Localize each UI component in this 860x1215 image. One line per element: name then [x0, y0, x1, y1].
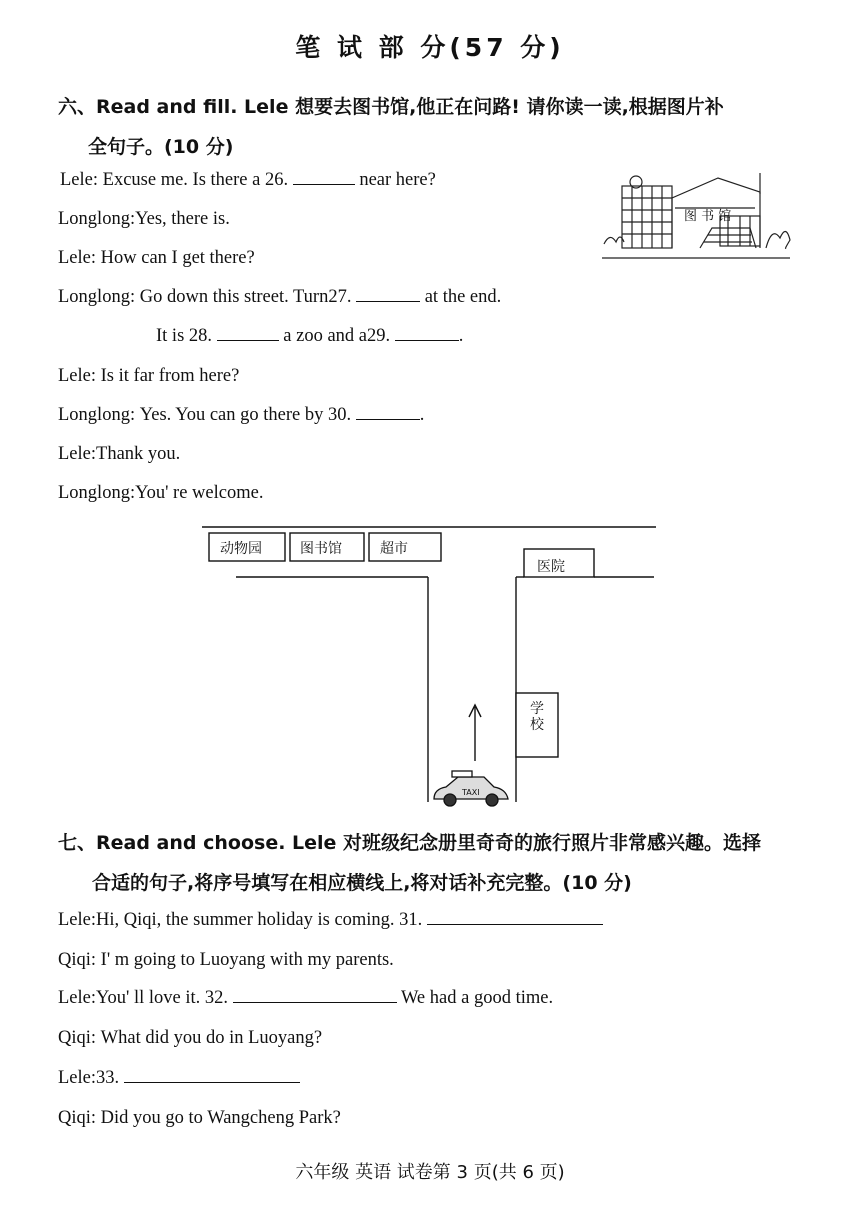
- dialog-text: What did you do in Luoyang?: [100, 1028, 323, 1048]
- answer-blank-32[interactable]: [233, 1001, 397, 1003]
- dialog-text: Yes, there is.: [135, 209, 230, 229]
- taxi-icon: [434, 771, 508, 806]
- dialog-line: Lele:Thank you.: [58, 444, 181, 464]
- dialog-line-30: Longlong: Yes. You can go there by 30. .: [58, 405, 425, 425]
- answer-blank-30[interactable]: [356, 418, 420, 420]
- answer-blank-31[interactable]: [427, 923, 603, 925]
- dialog-line: Qiqi: Did you go to Wangcheng Park?: [58, 1108, 341, 1128]
- speaker: Qiqi: [58, 1028, 91, 1048]
- speaker: Lele: [58, 1068, 91, 1088]
- speaker: Lele: [58, 248, 91, 268]
- dialog-text: We had a good time.: [400, 988, 554, 1008]
- speaker: Longlong: [58, 405, 130, 425]
- answer-blank-33[interactable]: [124, 1081, 300, 1083]
- library-label: 图书馆: [300, 541, 342, 557]
- dialog-line-28-29: [156, 326, 463, 347]
- speaker: Lele: [58, 366, 91, 386]
- dialog-text: Go down this street. Turn27.: [139, 287, 352, 307]
- dialog-text: You' re welcome.: [135, 483, 264, 503]
- library-picture: [600, 168, 800, 263]
- speaker: Lele: [58, 988, 91, 1008]
- dialog-line-33: Lele:33.: [58, 1068, 300, 1089]
- dialog-text: Hi, Qiqi, the summer holiday is coming. 31.: [96, 910, 423, 930]
- supermarket-label: 超市: [380, 541, 408, 557]
- dialog-line: Lele: How can I get there?: [58, 248, 255, 268]
- dialog-line: Qiqi: What did you do in Luoyang?: [58, 1028, 323, 1048]
- speaker: Longlong: [58, 483, 130, 503]
- answer-blank-27[interactable]: [356, 300, 420, 302]
- dialog-text: Is it far from here?: [100, 366, 240, 386]
- dialog-text: I' m going to Luoyang with my parents.: [100, 950, 394, 970]
- dialog-text: .: [458, 326, 464, 346]
- dialog-text: a zoo and a29.: [283, 326, 391, 346]
- dialog-line: Longlong:Yes, there is.: [58, 209, 230, 229]
- dialog-line-26: Lele: Excuse me. Is there a 26. near here?: [60, 170, 436, 190]
- dialog-line-27: Longlong: Go down this street. Turn27. at the end.: [58, 287, 502, 307]
- dialog-line-31: Lele:Hi, Qiqi, the summer holiday is coming. 31.: [58, 910, 603, 931]
- speaker: Qiqi: [58, 1108, 91, 1128]
- dialog-line: Lele: Is it far from here?: [58, 366, 240, 386]
- school-label-2: 校: [530, 717, 544, 733]
- zoo-label: 动物园: [220, 541, 262, 557]
- section-6-heading-cont: 全句子。(10 分): [88, 136, 234, 158]
- dialog-text: It is 28.: [156, 326, 213, 346]
- dialog-line: Qiqi: I' m going to Luoyang with my parents.: [58, 950, 394, 970]
- answer-blank-29[interactable]: [395, 339, 459, 341]
- dialog-text: .: [419, 405, 425, 425]
- dialog-text: How can I get there?: [100, 248, 255, 268]
- answer-blank-26[interactable]: [293, 183, 355, 185]
- arrow-up-icon: [469, 705, 481, 761]
- dialog-text: near here?: [359, 170, 436, 190]
- hospital-label: 医院: [537, 559, 565, 575]
- section-6-heading: 六、Read and fill. Lele 想要去图书馆,他正在问路! 请你读一读,根据图片补: [58, 96, 724, 118]
- dialog-line-32: Lele:You' ll love it. 32. We had a good time.: [58, 988, 554, 1008]
- dialog-text: 33.: [96, 1068, 120, 1088]
- speaker: Longlong: [58, 209, 130, 229]
- speaker: Longlong: [58, 287, 130, 307]
- dialog-text: Yes. You can go there by 30.: [139, 405, 352, 425]
- page-footer: 六年级 英语 试卷第 3 页(共 6 页): [295, 1162, 565, 1183]
- school-label-1: 学: [530, 701, 544, 717]
- street-map: [0, 515, 860, 815]
- dialog-text: at the end.: [424, 287, 502, 307]
- dialog-text: You' ll love it. 32.: [96, 988, 229, 1008]
- speaker: Lele: [58, 444, 91, 464]
- dialog-line: Longlong:You' re welcome.: [58, 483, 264, 503]
- section-7-heading: 七、Read and choose. Lele 对班级纪念册里奇奇的旅行照片非常感兴趣。选择: [58, 832, 762, 854]
- speaker: Lele: [60, 170, 93, 190]
- answer-blank-28[interactable]: [217, 339, 279, 341]
- speaker: Qiqi: [58, 950, 91, 970]
- speaker: Lele: [58, 910, 91, 930]
- section-7-heading-cont: 合适的句子,将序号填写在相应横线上,将对话补充完整。(10 分): [92, 872, 632, 894]
- library-sign-text: 图 书 馆: [684, 209, 732, 224]
- dialog-text: Thank you.: [96, 444, 181, 464]
- page-title: 笔 试 部 分(57 分): [295, 33, 565, 62]
- taxi-label: TAXI: [462, 788, 480, 797]
- dialog-text: Did you go to Wangcheng Park?: [100, 1108, 341, 1128]
- dialog-text: Excuse me. Is there a 26.: [102, 170, 289, 190]
